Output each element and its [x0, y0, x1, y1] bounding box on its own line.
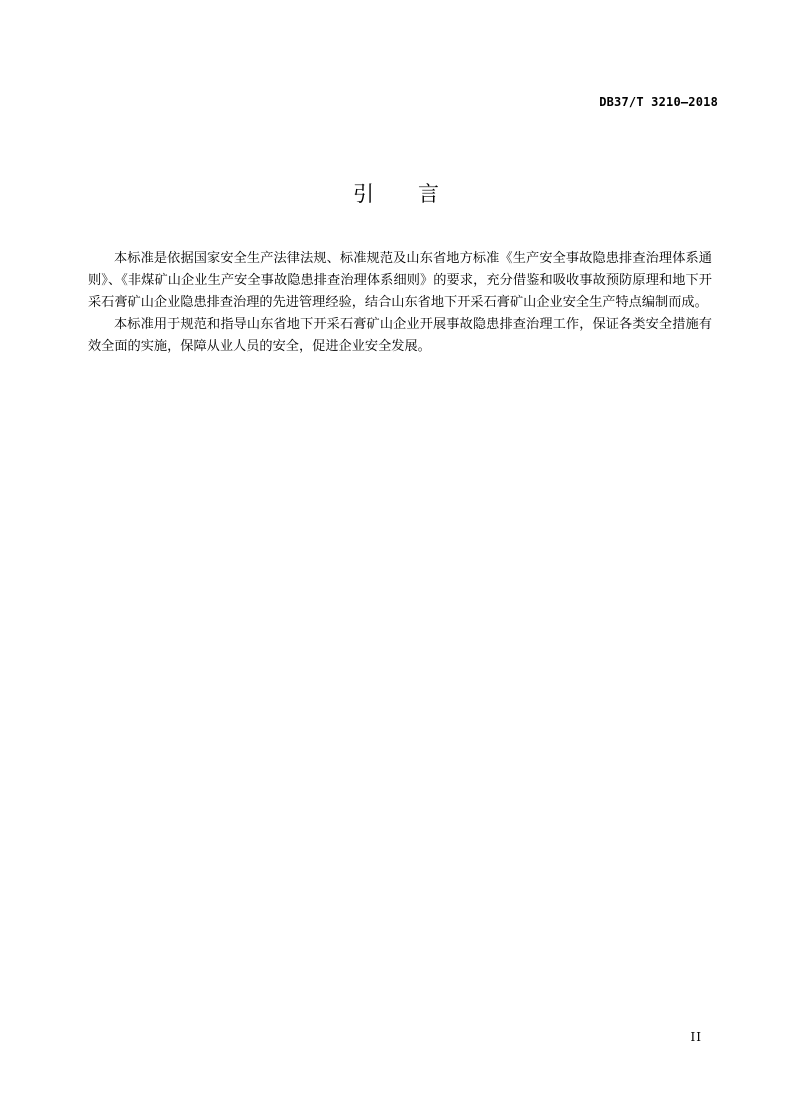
paragraph-2: 本标准用于规范和指导山东省地下开采石膏矿山企业开展事故隐患排查治理工作，保证各类安全措施有效全面的实施，保障从业人员的安全，促进企业安全发展。	[88, 317, 712, 354]
page-number: II	[690, 1030, 702, 1044]
document-code: DB37/T 3210—2018	[599, 95, 718, 109]
paragraph-1: 本标准是依据国家安全生产法律法规、标准规范及山东省地方标准《生产安全事故隐患排查治理体系通则》、《非煤矿山企业生产安全事故隐患排查治理体系细则》的要求，充分借鉴和吸收事故预防原理和地下开采石膏矿山企业隐患排查治理的先进管理经验，结合山东省地下开采石膏矿山企业安全生产特点编制而成。	[88, 251, 712, 310]
page-title: 引言	[353, 182, 483, 206]
body-text	[88, 248, 712, 358]
